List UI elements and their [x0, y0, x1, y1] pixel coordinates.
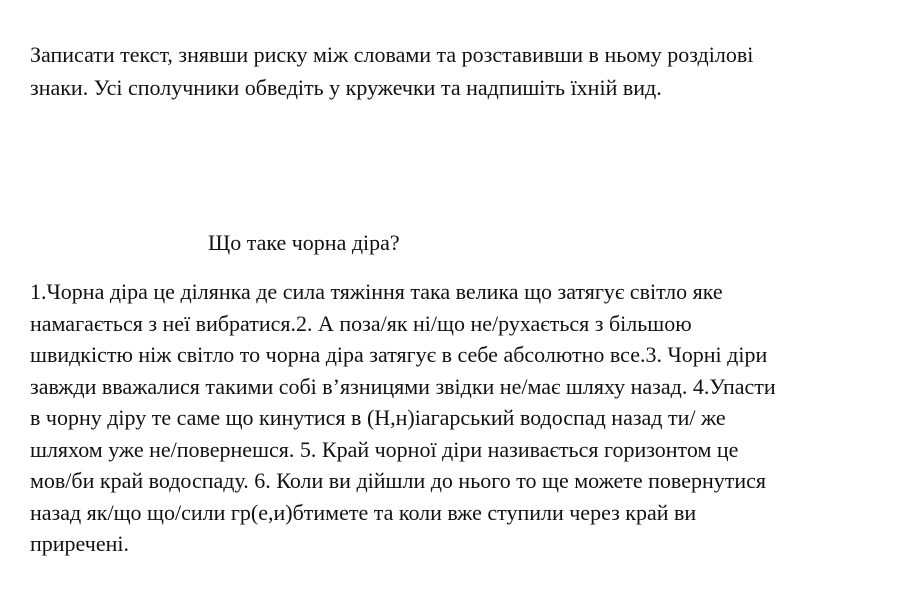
- text-line: 1.Чорна діра це ділянка де сила тяжіння така велика що затягує світло яке: [30, 279, 723, 304]
- instruction-line: Записати текст, знявши риску між словами та розставивши в ньому розділові: [30, 42, 754, 67]
- text-line: приречені.: [30, 531, 129, 556]
- text-line: намагається з неї вибратися.2. А поза/як ні/що не/рухається з більшою: [30, 310, 692, 336]
- text-line: в чорну діру те саме що кинутися в (Н,н)іагарський водоспад назад ти/ же: [30, 405, 726, 430]
- exercise-text: [30, 276, 896, 560]
- text-line: завжди вважалися такими собі в’язницями звідки не/має шляху назад. 4.Упасти: [30, 373, 776, 399]
- text-title: Що таке чорна діра?: [208, 230, 400, 255]
- text-line: швидкістю ніж світло то чорна діра затягує в себе абсолютно все.3. Чорні діри: [30, 342, 768, 367]
- text-line: мов/би край водоспаду. 6. Коли ви дійшли до нього то ще можете повернутися: [30, 468, 767, 493]
- task-instruction: [30, 38, 890, 104]
- text-line: назад як/що що/сили гр(е,и)бтимете та коли вже ступили через край ви: [30, 499, 697, 525]
- instruction-line: знаки. Усі сполучники обведіть у кружечки та надпишіть їхній вид.: [30, 75, 662, 100]
- text-line: шляхом уже не/повернешся. 5. Край чорної діри називається горизонтом це: [30, 436, 739, 462]
